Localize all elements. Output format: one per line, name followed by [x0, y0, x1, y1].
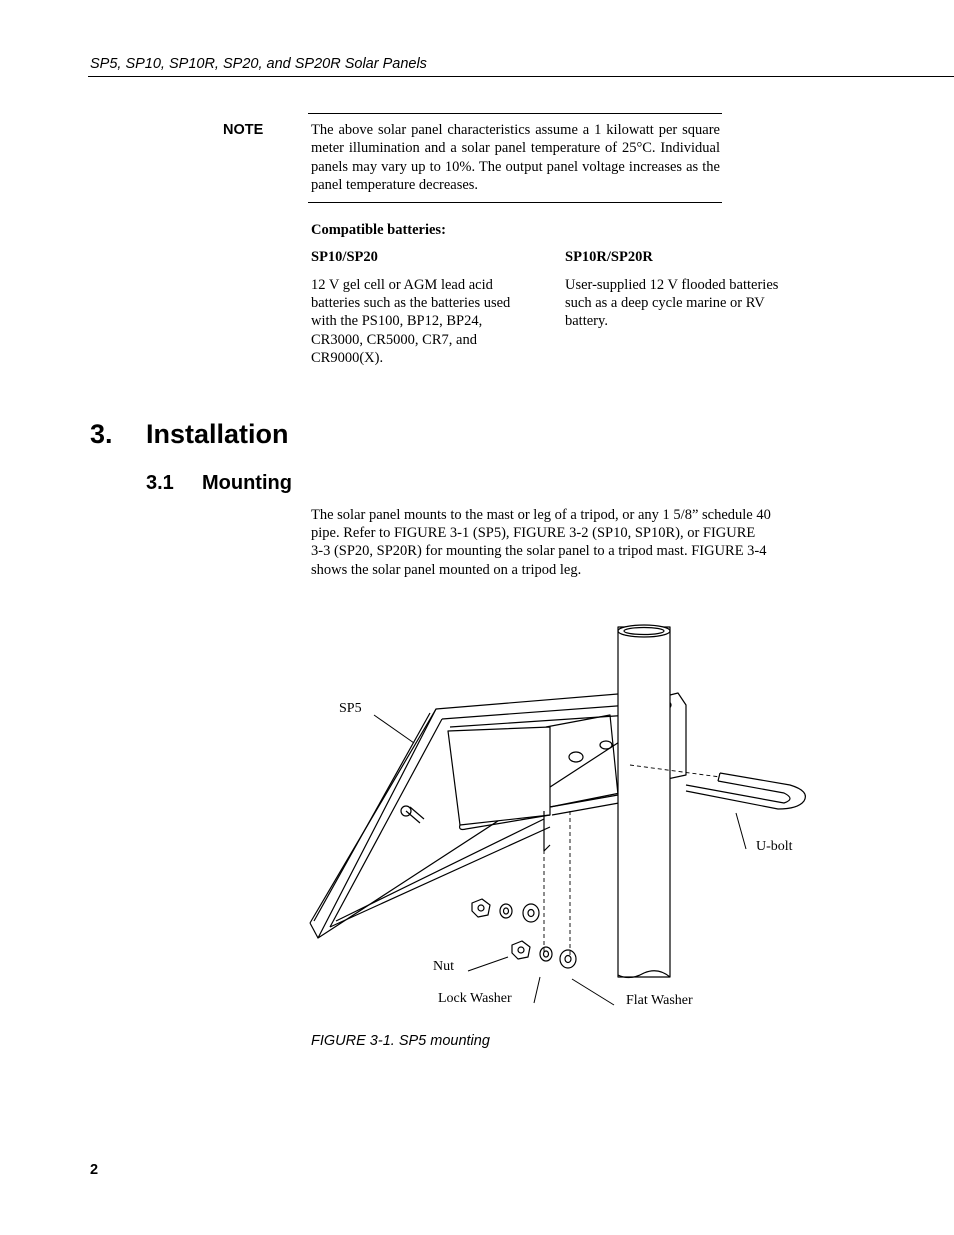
note-top-rule — [308, 113, 722, 114]
battery-text-line: CR3000, CR5000, CR7, and — [311, 331, 477, 348]
battery-text-line: with the PS100, BP12, BP24, — [311, 313, 483, 330]
battery-text-line: such as a deep cycle marine or RV — [565, 295, 765, 312]
battery-column-text-sp10r-sp20r — [565, 276, 778, 331]
section-number: 3. — [90, 419, 113, 449]
compatible-batteries-title: Compatible batteries: — [311, 222, 446, 238]
u-bolt — [686, 773, 805, 809]
page-number: 2 — [90, 1162, 99, 1178]
section-title: Installation — [146, 419, 289, 449]
mast-pipe — [618, 625, 670, 978]
battery-column-text-sp10-sp20 — [311, 276, 510, 367]
subsection-heading — [146, 472, 292, 495]
battery-text-line: batteries such as the batteries used — [311, 295, 511, 312]
battery-text-line: User-supplied 12 V flooded batteries — [565, 277, 779, 293]
battery-column-heading-sp10r-sp20r: SP10R/SP20R — [565, 249, 653, 265]
sp5-mounting-illustration — [300, 615, 820, 1025]
subsection-title: Mounting — [202, 472, 292, 494]
note-bottom-rule — [308, 202, 722, 203]
figure-label-nut: Nut — [433, 959, 454, 974]
figure-label-flat-washer: Flat Washer — [626, 993, 693, 1008]
subsection-number: 3.1 — [146, 472, 174, 494]
hardware — [472, 899, 576, 968]
figure-caption: FIGURE 3-1. SP5 mounting — [311, 1033, 490, 1049]
mounting-text-line: shows the solar panel mounted on a tripod leg. — [311, 561, 582, 578]
mounting-text-line: The solar panel mounts to the mast or leg of a tripod, or any 1 5/8” schedule 40 — [311, 507, 771, 523]
battery-text-line: CR9000(X). — [311, 349, 384, 366]
figure-label-u-bolt: U-bolt — [756, 839, 793, 854]
mounting-text-line: 3-3 (SP20, SP20R) for mounting the solar panel to a tripod mast. FIGURE 3-4 — [311, 543, 767, 560]
note-label: NOTE — [223, 122, 264, 138]
battery-text-line: battery. — [565, 313, 608, 330]
section-heading — [90, 419, 289, 450]
mounting-text-line: pipe. Refer to FIGURE 3-1 (SP5), FIGURE 3-2 (SP10, SP10R), or FIGURE — [311, 525, 756, 542]
running-header: SP5, SP10, SP10R, SP20, and SP20R Solar Panels — [90, 56, 427, 72]
battery-text-line: 12 V gel cell or AGM lead acid — [311, 277, 493, 293]
note-text: The above solar panel characteristics assume a 1 kilowatt per square meter illumination and a solar panel temperature of 25°C. Individual panels may vary up to 10%. The output panel voltage increases as the panel temperature decreases. — [311, 122, 720, 193]
mounting-paragraph — [311, 506, 811, 579]
figure-label-lock-washer: Lock Washer — [438, 991, 512, 1006]
header-rule — [88, 76, 954, 77]
sp5-mounting-figure — [300, 615, 820, 1025]
figure-label-sp5: SP5 — [339, 701, 362, 716]
battery-column-heading-sp10-sp20: SP10/SP20 — [311, 249, 378, 265]
